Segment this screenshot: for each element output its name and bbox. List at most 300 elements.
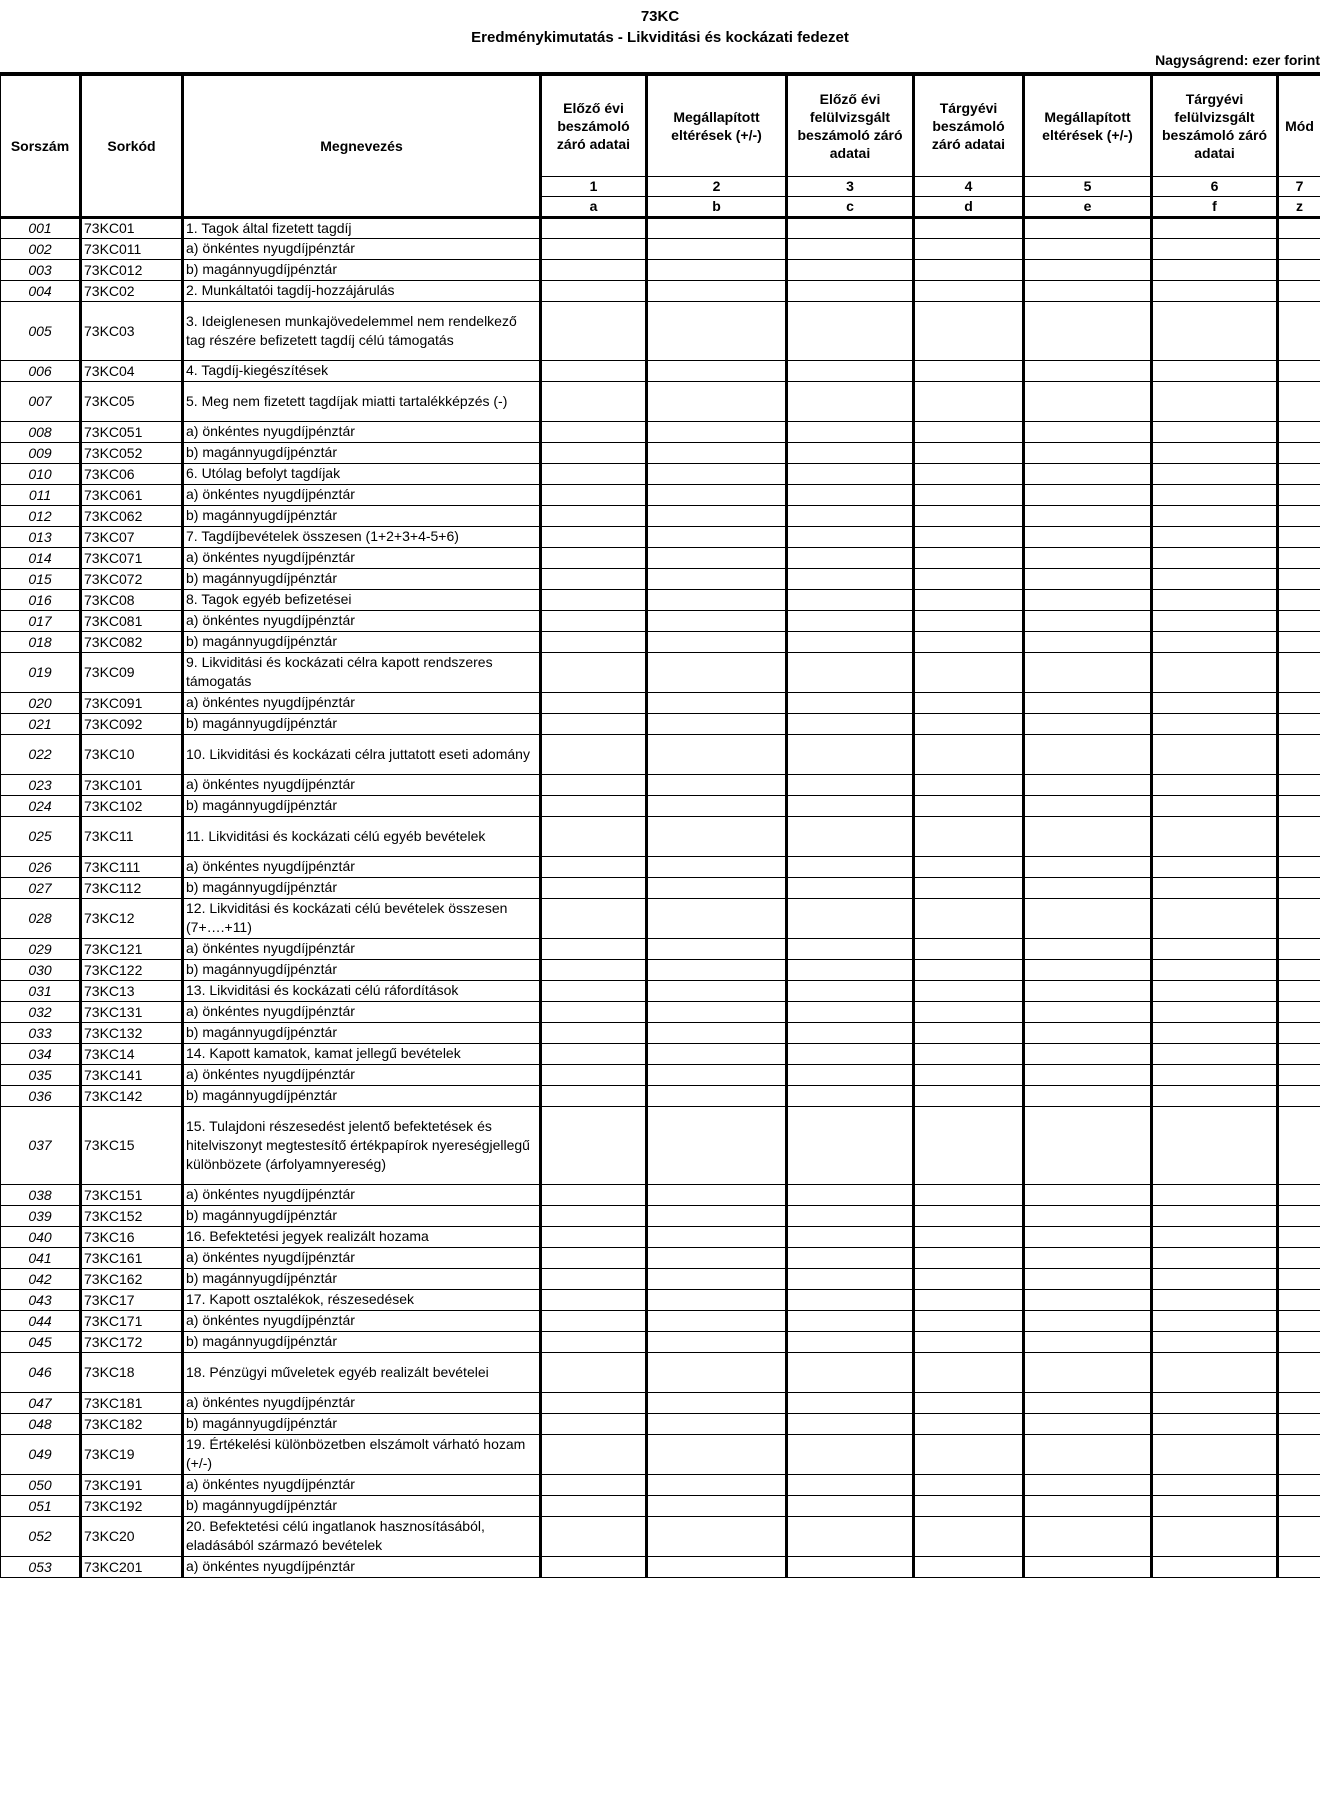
value-cell-col-3[interactable] bbox=[787, 1474, 914, 1495]
value-cell-col-4[interactable] bbox=[914, 1289, 1024, 1310]
value-cell-col-6[interactable] bbox=[1152, 1001, 1278, 1022]
value-cell-col-4[interactable] bbox=[914, 734, 1024, 774]
value-cell-col-3[interactable] bbox=[787, 774, 914, 795]
value-cell-col-2[interactable] bbox=[647, 547, 787, 568]
value-cell-col-3[interactable] bbox=[787, 301, 914, 360]
value-cell-col-5[interactable] bbox=[1024, 1474, 1152, 1495]
value-cell-col-3[interactable] bbox=[787, 360, 914, 381]
value-cell-col-6[interactable] bbox=[1152, 421, 1278, 442]
value-cell-col-1[interactable] bbox=[541, 526, 647, 547]
value-cell-col-2[interactable] bbox=[647, 463, 787, 484]
value-cell-col-4[interactable] bbox=[914, 568, 1024, 589]
value-cell-col-3[interactable] bbox=[787, 1289, 914, 1310]
value-cell-col-2[interactable] bbox=[647, 381, 787, 421]
value-cell-col-7[interactable] bbox=[1278, 1289, 1320, 1310]
value-cell-col-4[interactable] bbox=[914, 692, 1024, 713]
value-cell-col-3[interactable] bbox=[787, 1516, 914, 1556]
value-cell-col-2[interactable] bbox=[647, 1022, 787, 1043]
value-cell-col-1[interactable] bbox=[541, 1289, 647, 1310]
value-cell-col-6[interactable] bbox=[1152, 1434, 1278, 1474]
value-cell-col-3[interactable] bbox=[787, 526, 914, 547]
value-cell-col-2[interactable] bbox=[647, 959, 787, 980]
value-cell-col-4[interactable] bbox=[914, 938, 1024, 959]
value-cell-col-6[interactable] bbox=[1152, 980, 1278, 1001]
value-cell-col-5[interactable] bbox=[1024, 1106, 1152, 1184]
value-cell-col-2[interactable] bbox=[647, 1001, 787, 1022]
value-cell-col-7[interactable] bbox=[1278, 1495, 1320, 1516]
value-cell-col-2[interactable] bbox=[647, 1516, 787, 1556]
value-cell-col-1[interactable] bbox=[541, 259, 647, 280]
value-cell-col-7[interactable] bbox=[1278, 463, 1320, 484]
value-cell-col-6[interactable] bbox=[1152, 442, 1278, 463]
value-cell-col-5[interactable] bbox=[1024, 568, 1152, 589]
value-cell-col-1[interactable] bbox=[541, 238, 647, 259]
value-cell-col-1[interactable] bbox=[541, 610, 647, 631]
value-cell-col-5[interactable] bbox=[1024, 1310, 1152, 1331]
value-cell-col-5[interactable] bbox=[1024, 360, 1152, 381]
value-cell-col-1[interactable] bbox=[541, 1001, 647, 1022]
value-cell-col-5[interactable] bbox=[1024, 1495, 1152, 1516]
value-cell-col-1[interactable] bbox=[541, 1247, 647, 1268]
value-cell-col-6[interactable] bbox=[1152, 774, 1278, 795]
value-cell-col-2[interactable] bbox=[647, 631, 787, 652]
value-cell-col-7[interactable] bbox=[1278, 217, 1320, 238]
value-cell-col-3[interactable] bbox=[787, 1022, 914, 1043]
value-cell-col-6[interactable] bbox=[1152, 938, 1278, 959]
value-cell-col-4[interactable] bbox=[914, 713, 1024, 734]
value-cell-col-3[interactable] bbox=[787, 734, 914, 774]
value-cell-col-2[interactable] bbox=[647, 238, 787, 259]
value-cell-col-4[interactable] bbox=[914, 1064, 1024, 1085]
value-cell-col-6[interactable] bbox=[1152, 1226, 1278, 1247]
value-cell-col-4[interactable] bbox=[914, 1106, 1024, 1184]
value-cell-col-2[interactable] bbox=[647, 1085, 787, 1106]
value-cell-col-3[interactable] bbox=[787, 1064, 914, 1085]
value-cell-col-7[interactable] bbox=[1278, 238, 1320, 259]
value-cell-col-5[interactable] bbox=[1024, 484, 1152, 505]
value-cell-col-5[interactable] bbox=[1024, 280, 1152, 301]
value-cell-col-1[interactable] bbox=[541, 280, 647, 301]
value-cell-col-4[interactable] bbox=[914, 547, 1024, 568]
value-cell-col-4[interactable] bbox=[914, 442, 1024, 463]
value-cell-col-5[interactable] bbox=[1024, 1331, 1152, 1352]
value-cell-col-3[interactable] bbox=[787, 713, 914, 734]
value-cell-col-6[interactable] bbox=[1152, 713, 1278, 734]
value-cell-col-7[interactable] bbox=[1278, 484, 1320, 505]
value-cell-col-1[interactable] bbox=[541, 795, 647, 816]
value-cell-col-6[interactable] bbox=[1152, 568, 1278, 589]
value-cell-col-3[interactable] bbox=[787, 1413, 914, 1434]
value-cell-col-2[interactable] bbox=[647, 421, 787, 442]
value-cell-col-1[interactable] bbox=[541, 463, 647, 484]
value-cell-col-3[interactable] bbox=[787, 631, 914, 652]
value-cell-col-1[interactable] bbox=[541, 1434, 647, 1474]
value-cell-col-1[interactable] bbox=[541, 938, 647, 959]
value-cell-col-3[interactable] bbox=[787, 589, 914, 610]
value-cell-col-5[interactable] bbox=[1024, 713, 1152, 734]
value-cell-col-3[interactable] bbox=[787, 692, 914, 713]
value-cell-col-1[interactable] bbox=[541, 1064, 647, 1085]
value-cell-col-5[interactable] bbox=[1024, 774, 1152, 795]
value-cell-col-7[interactable] bbox=[1278, 360, 1320, 381]
value-cell-col-1[interactable] bbox=[541, 360, 647, 381]
value-cell-col-1[interactable] bbox=[541, 652, 647, 692]
value-cell-col-5[interactable] bbox=[1024, 1556, 1152, 1577]
value-cell-col-2[interactable] bbox=[647, 568, 787, 589]
value-cell-col-3[interactable] bbox=[787, 1331, 914, 1352]
value-cell-col-5[interactable] bbox=[1024, 1247, 1152, 1268]
value-cell-col-1[interactable] bbox=[541, 1268, 647, 1289]
value-cell-col-2[interactable] bbox=[647, 1392, 787, 1413]
value-cell-col-7[interactable] bbox=[1278, 774, 1320, 795]
value-cell-col-1[interactable] bbox=[541, 505, 647, 526]
value-cell-col-6[interactable] bbox=[1152, 360, 1278, 381]
value-cell-col-2[interactable] bbox=[647, 734, 787, 774]
value-cell-col-5[interactable] bbox=[1024, 692, 1152, 713]
value-cell-col-6[interactable] bbox=[1152, 877, 1278, 898]
value-cell-col-2[interactable] bbox=[647, 484, 787, 505]
value-cell-col-7[interactable] bbox=[1278, 713, 1320, 734]
value-cell-col-1[interactable] bbox=[541, 421, 647, 442]
value-cell-col-2[interactable] bbox=[647, 980, 787, 1001]
value-cell-col-5[interactable] bbox=[1024, 1226, 1152, 1247]
value-cell-col-1[interactable] bbox=[541, 1205, 647, 1226]
value-cell-col-4[interactable] bbox=[914, 898, 1024, 938]
value-cell-col-2[interactable] bbox=[647, 301, 787, 360]
value-cell-col-7[interactable] bbox=[1278, 938, 1320, 959]
value-cell-col-7[interactable] bbox=[1278, 1434, 1320, 1474]
value-cell-col-3[interactable] bbox=[787, 1352, 914, 1392]
value-cell-col-4[interactable] bbox=[914, 1205, 1024, 1226]
value-cell-col-1[interactable] bbox=[541, 301, 647, 360]
value-cell-col-7[interactable] bbox=[1278, 898, 1320, 938]
value-cell-col-4[interactable] bbox=[914, 1043, 1024, 1064]
value-cell-col-3[interactable] bbox=[787, 816, 914, 856]
value-cell-col-7[interactable] bbox=[1278, 301, 1320, 360]
value-cell-col-7[interactable] bbox=[1278, 631, 1320, 652]
value-cell-col-6[interactable] bbox=[1152, 1247, 1278, 1268]
value-cell-col-7[interactable] bbox=[1278, 1268, 1320, 1289]
value-cell-col-4[interactable] bbox=[914, 1085, 1024, 1106]
value-cell-col-1[interactable] bbox=[541, 898, 647, 938]
value-cell-col-7[interactable] bbox=[1278, 1413, 1320, 1434]
value-cell-col-5[interactable] bbox=[1024, 1064, 1152, 1085]
value-cell-col-3[interactable] bbox=[787, 1184, 914, 1205]
value-cell-col-2[interactable] bbox=[647, 1495, 787, 1516]
value-cell-col-4[interactable] bbox=[914, 1001, 1024, 1022]
value-cell-col-2[interactable] bbox=[647, 795, 787, 816]
value-cell-col-6[interactable] bbox=[1152, 1064, 1278, 1085]
value-cell-col-5[interactable] bbox=[1024, 898, 1152, 938]
value-cell-col-5[interactable] bbox=[1024, 505, 1152, 526]
value-cell-col-4[interactable] bbox=[914, 1556, 1024, 1577]
value-cell-col-4[interactable] bbox=[914, 301, 1024, 360]
value-cell-col-3[interactable] bbox=[787, 421, 914, 442]
value-cell-col-4[interactable] bbox=[914, 877, 1024, 898]
value-cell-col-3[interactable] bbox=[787, 1392, 914, 1413]
value-cell-col-7[interactable] bbox=[1278, 877, 1320, 898]
value-cell-col-2[interactable] bbox=[647, 217, 787, 238]
value-cell-col-6[interactable] bbox=[1152, 301, 1278, 360]
value-cell-col-4[interactable] bbox=[914, 381, 1024, 421]
value-cell-col-2[interactable] bbox=[647, 652, 787, 692]
value-cell-col-4[interactable] bbox=[914, 1495, 1024, 1516]
value-cell-col-4[interactable] bbox=[914, 1413, 1024, 1434]
value-cell-col-3[interactable] bbox=[787, 217, 914, 238]
value-cell-col-6[interactable] bbox=[1152, 631, 1278, 652]
value-cell-col-5[interactable] bbox=[1024, 816, 1152, 856]
value-cell-col-5[interactable] bbox=[1024, 1085, 1152, 1106]
value-cell-col-4[interactable] bbox=[914, 421, 1024, 442]
value-cell-col-1[interactable] bbox=[541, 1413, 647, 1434]
value-cell-col-6[interactable] bbox=[1152, 505, 1278, 526]
value-cell-col-1[interactable] bbox=[541, 1226, 647, 1247]
value-cell-col-6[interactable] bbox=[1152, 381, 1278, 421]
value-cell-col-1[interactable] bbox=[541, 589, 647, 610]
value-cell-col-7[interactable] bbox=[1278, 1043, 1320, 1064]
value-cell-col-2[interactable] bbox=[647, 877, 787, 898]
value-cell-col-5[interactable] bbox=[1024, 1001, 1152, 1022]
value-cell-col-2[interactable] bbox=[647, 816, 787, 856]
value-cell-col-5[interactable] bbox=[1024, 610, 1152, 631]
value-cell-col-6[interactable] bbox=[1152, 1392, 1278, 1413]
value-cell-col-4[interactable] bbox=[914, 631, 1024, 652]
value-cell-col-7[interactable] bbox=[1278, 568, 1320, 589]
value-cell-col-5[interactable] bbox=[1024, 238, 1152, 259]
value-cell-col-3[interactable] bbox=[787, 381, 914, 421]
value-cell-col-2[interactable] bbox=[647, 259, 787, 280]
value-cell-col-2[interactable] bbox=[647, 1205, 787, 1226]
value-cell-col-4[interactable] bbox=[914, 589, 1024, 610]
value-cell-col-5[interactable] bbox=[1024, 1205, 1152, 1226]
value-cell-col-5[interactable] bbox=[1024, 1516, 1152, 1556]
value-cell-col-5[interactable] bbox=[1024, 259, 1152, 280]
value-cell-col-7[interactable] bbox=[1278, 1001, 1320, 1022]
value-cell-col-5[interactable] bbox=[1024, 652, 1152, 692]
value-cell-col-1[interactable] bbox=[541, 1392, 647, 1413]
value-cell-col-1[interactable] bbox=[541, 1331, 647, 1352]
value-cell-col-6[interactable] bbox=[1152, 259, 1278, 280]
value-cell-col-6[interactable] bbox=[1152, 1413, 1278, 1434]
value-cell-col-6[interactable] bbox=[1152, 795, 1278, 816]
value-cell-col-7[interactable] bbox=[1278, 1085, 1320, 1106]
value-cell-col-3[interactable] bbox=[787, 568, 914, 589]
value-cell-col-5[interactable] bbox=[1024, 1434, 1152, 1474]
value-cell-col-5[interactable] bbox=[1024, 1184, 1152, 1205]
value-cell-col-7[interactable] bbox=[1278, 280, 1320, 301]
value-cell-col-1[interactable] bbox=[541, 856, 647, 877]
value-cell-col-3[interactable] bbox=[787, 463, 914, 484]
value-cell-col-4[interactable] bbox=[914, 610, 1024, 631]
value-cell-col-7[interactable] bbox=[1278, 1064, 1320, 1085]
value-cell-col-7[interactable] bbox=[1278, 1184, 1320, 1205]
value-cell-col-5[interactable] bbox=[1024, 795, 1152, 816]
value-cell-col-2[interactable] bbox=[647, 713, 787, 734]
value-cell-col-6[interactable] bbox=[1152, 484, 1278, 505]
value-cell-col-2[interactable] bbox=[647, 1310, 787, 1331]
value-cell-col-7[interactable] bbox=[1278, 959, 1320, 980]
value-cell-col-7[interactable] bbox=[1278, 692, 1320, 713]
value-cell-col-5[interactable] bbox=[1024, 734, 1152, 774]
value-cell-col-2[interactable] bbox=[647, 1474, 787, 1495]
value-cell-col-6[interactable] bbox=[1152, 1289, 1278, 1310]
value-cell-col-2[interactable] bbox=[647, 1064, 787, 1085]
value-cell-col-4[interactable] bbox=[914, 1434, 1024, 1474]
value-cell-col-1[interactable] bbox=[541, 774, 647, 795]
value-cell-col-4[interactable] bbox=[914, 526, 1024, 547]
value-cell-col-5[interactable] bbox=[1024, 217, 1152, 238]
value-cell-col-7[interactable] bbox=[1278, 1022, 1320, 1043]
value-cell-col-4[interactable] bbox=[914, 1516, 1024, 1556]
value-cell-col-6[interactable] bbox=[1152, 734, 1278, 774]
value-cell-col-2[interactable] bbox=[647, 526, 787, 547]
value-cell-col-5[interactable] bbox=[1024, 1043, 1152, 1064]
value-cell-col-6[interactable] bbox=[1152, 1085, 1278, 1106]
value-cell-col-5[interactable] bbox=[1024, 631, 1152, 652]
value-cell-col-6[interactable] bbox=[1152, 589, 1278, 610]
value-cell-col-2[interactable] bbox=[647, 1556, 787, 1577]
value-cell-col-1[interactable] bbox=[541, 734, 647, 774]
value-cell-col-6[interactable] bbox=[1152, 217, 1278, 238]
value-cell-col-5[interactable] bbox=[1024, 1352, 1152, 1392]
value-cell-col-3[interactable] bbox=[787, 1310, 914, 1331]
value-cell-col-6[interactable] bbox=[1152, 1331, 1278, 1352]
value-cell-col-7[interactable] bbox=[1278, 259, 1320, 280]
value-cell-col-2[interactable] bbox=[647, 280, 787, 301]
value-cell-col-3[interactable] bbox=[787, 547, 914, 568]
value-cell-col-2[interactable] bbox=[647, 692, 787, 713]
value-cell-col-1[interactable] bbox=[541, 816, 647, 856]
value-cell-col-4[interactable] bbox=[914, 360, 1024, 381]
value-cell-col-7[interactable] bbox=[1278, 856, 1320, 877]
value-cell-col-7[interactable] bbox=[1278, 421, 1320, 442]
value-cell-col-1[interactable] bbox=[541, 484, 647, 505]
value-cell-col-5[interactable] bbox=[1024, 1413, 1152, 1434]
value-cell-col-1[interactable] bbox=[541, 547, 647, 568]
value-cell-col-4[interactable] bbox=[914, 1310, 1024, 1331]
value-cell-col-3[interactable] bbox=[787, 938, 914, 959]
value-cell-col-7[interactable] bbox=[1278, 1331, 1320, 1352]
value-cell-col-7[interactable] bbox=[1278, 381, 1320, 421]
value-cell-col-4[interactable] bbox=[914, 1226, 1024, 1247]
value-cell-col-2[interactable] bbox=[647, 1043, 787, 1064]
value-cell-col-6[interactable] bbox=[1152, 816, 1278, 856]
value-cell-col-3[interactable] bbox=[787, 484, 914, 505]
value-cell-col-6[interactable] bbox=[1152, 692, 1278, 713]
value-cell-col-1[interactable] bbox=[541, 1556, 647, 1577]
value-cell-col-7[interactable] bbox=[1278, 526, 1320, 547]
value-cell-col-6[interactable] bbox=[1152, 463, 1278, 484]
value-cell-col-4[interactable] bbox=[914, 1184, 1024, 1205]
value-cell-col-4[interactable] bbox=[914, 505, 1024, 526]
value-cell-col-3[interactable] bbox=[787, 898, 914, 938]
value-cell-col-6[interactable] bbox=[1152, 1022, 1278, 1043]
value-cell-col-7[interactable] bbox=[1278, 589, 1320, 610]
value-cell-col-3[interactable] bbox=[787, 856, 914, 877]
value-cell-col-3[interactable] bbox=[787, 442, 914, 463]
value-cell-col-4[interactable] bbox=[914, 1268, 1024, 1289]
value-cell-col-2[interactable] bbox=[647, 938, 787, 959]
value-cell-col-2[interactable] bbox=[647, 1226, 787, 1247]
value-cell-col-1[interactable] bbox=[541, 1184, 647, 1205]
value-cell-col-1[interactable] bbox=[541, 381, 647, 421]
value-cell-col-1[interactable] bbox=[541, 631, 647, 652]
value-cell-col-7[interactable] bbox=[1278, 1474, 1320, 1495]
value-cell-col-2[interactable] bbox=[647, 442, 787, 463]
value-cell-col-4[interactable] bbox=[914, 856, 1024, 877]
value-cell-col-1[interactable] bbox=[541, 1495, 647, 1516]
value-cell-col-1[interactable] bbox=[541, 1310, 647, 1331]
value-cell-col-1[interactable] bbox=[541, 877, 647, 898]
value-cell-col-4[interactable] bbox=[914, 259, 1024, 280]
value-cell-col-1[interactable] bbox=[541, 1352, 647, 1392]
value-cell-col-3[interactable] bbox=[787, 959, 914, 980]
value-cell-col-1[interactable] bbox=[541, 568, 647, 589]
value-cell-col-2[interactable] bbox=[647, 1289, 787, 1310]
value-cell-col-6[interactable] bbox=[1152, 1310, 1278, 1331]
value-cell-col-2[interactable] bbox=[647, 1268, 787, 1289]
value-cell-col-7[interactable] bbox=[1278, 795, 1320, 816]
value-cell-col-6[interactable] bbox=[1152, 1106, 1278, 1184]
value-cell-col-7[interactable] bbox=[1278, 734, 1320, 774]
value-cell-col-3[interactable] bbox=[787, 1434, 914, 1474]
value-cell-col-1[interactable] bbox=[541, 1022, 647, 1043]
value-cell-col-1[interactable] bbox=[541, 442, 647, 463]
value-cell-col-6[interactable] bbox=[1152, 652, 1278, 692]
value-cell-col-3[interactable] bbox=[787, 1226, 914, 1247]
value-cell-col-7[interactable] bbox=[1278, 1310, 1320, 1331]
value-cell-col-5[interactable] bbox=[1024, 526, 1152, 547]
value-cell-col-4[interactable] bbox=[914, 1331, 1024, 1352]
value-cell-col-5[interactable] bbox=[1024, 547, 1152, 568]
value-cell-col-6[interactable] bbox=[1152, 1205, 1278, 1226]
value-cell-col-5[interactable] bbox=[1024, 938, 1152, 959]
value-cell-col-1[interactable] bbox=[541, 1474, 647, 1495]
value-cell-col-4[interactable] bbox=[914, 280, 1024, 301]
value-cell-col-5[interactable] bbox=[1024, 1289, 1152, 1310]
value-cell-col-6[interactable] bbox=[1152, 1474, 1278, 1495]
value-cell-col-5[interactable] bbox=[1024, 442, 1152, 463]
value-cell-col-1[interactable] bbox=[541, 959, 647, 980]
value-cell-col-3[interactable] bbox=[787, 980, 914, 1001]
value-cell-col-5[interactable] bbox=[1024, 589, 1152, 610]
value-cell-col-2[interactable] bbox=[647, 898, 787, 938]
value-cell-col-6[interactable] bbox=[1152, 856, 1278, 877]
value-cell-col-2[interactable] bbox=[647, 1413, 787, 1434]
value-cell-col-4[interactable] bbox=[914, 652, 1024, 692]
value-cell-col-4[interactable] bbox=[914, 816, 1024, 856]
value-cell-col-4[interactable] bbox=[914, 484, 1024, 505]
value-cell-col-6[interactable] bbox=[1152, 1043, 1278, 1064]
value-cell-col-7[interactable] bbox=[1278, 816, 1320, 856]
value-cell-col-7[interactable] bbox=[1278, 652, 1320, 692]
value-cell-col-7[interactable] bbox=[1278, 1516, 1320, 1556]
value-cell-col-4[interactable] bbox=[914, 463, 1024, 484]
value-cell-col-5[interactable] bbox=[1024, 877, 1152, 898]
value-cell-col-1[interactable] bbox=[541, 713, 647, 734]
value-cell-col-6[interactable] bbox=[1152, 238, 1278, 259]
value-cell-col-6[interactable] bbox=[1152, 1352, 1278, 1392]
value-cell-col-7[interactable] bbox=[1278, 547, 1320, 568]
value-cell-col-3[interactable] bbox=[787, 652, 914, 692]
value-cell-col-1[interactable] bbox=[541, 1516, 647, 1556]
value-cell-col-3[interactable] bbox=[787, 1085, 914, 1106]
value-cell-col-7[interactable] bbox=[1278, 1392, 1320, 1413]
value-cell-col-6[interactable] bbox=[1152, 547, 1278, 568]
value-cell-col-2[interactable] bbox=[647, 856, 787, 877]
value-cell-col-6[interactable] bbox=[1152, 526, 1278, 547]
value-cell-col-7[interactable] bbox=[1278, 980, 1320, 1001]
